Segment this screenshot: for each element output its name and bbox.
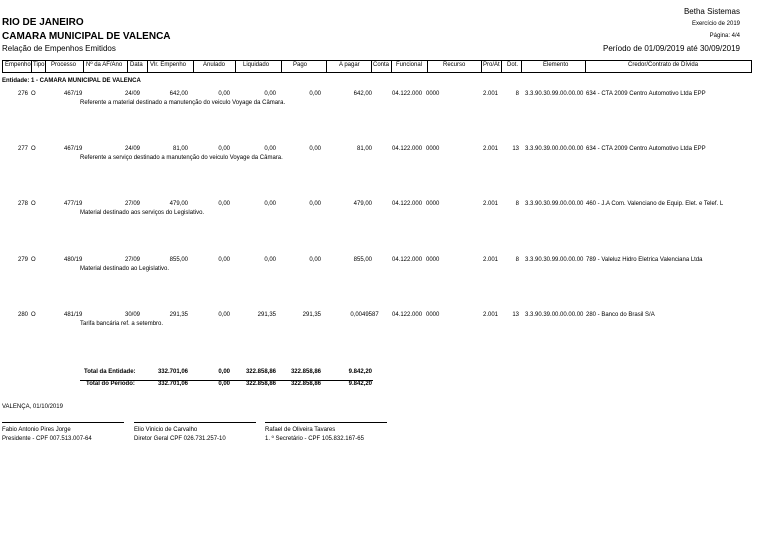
table-row: [0, 312, 768, 332]
cell-tipo: O: [31, 201, 36, 207]
cell-anulado: 0,00: [218, 201, 230, 207]
table-row: [0, 146, 768, 166]
total-entidade-liquidado: 322.858,86: [245, 369, 276, 375]
signature-name: Rafael de Oliveira Tavares: [265, 427, 336, 433]
cell-empenho: 276: [18, 91, 29, 97]
table-row: [0, 257, 768, 277]
entity-label: Entidade: 1 - CAMARA MUNICIPAL DE VALENCA: [2, 78, 141, 84]
total-entidade-label: Total da Entidade:: [84, 369, 136, 375]
cell-credor: 460 - J.A Com. Valenciano de Equip. Elet. e Telef. L: [586, 201, 724, 207]
cell-funcional: 04.122.000: [392, 91, 423, 97]
cell-data: 27/09: [125, 257, 141, 263]
total-periodo-apagar: 9.842,20: [348, 381, 372, 387]
table-row: [0, 201, 768, 221]
cell-descricao: Tarifa bancária ref. a setembro.: [80, 321, 164, 327]
cell-anulado: 0,00: [218, 91, 230, 97]
table-header: [2, 60, 752, 73]
cell-data: 27/09: [125, 201, 141, 207]
state-title: RIO DE JANEIRO: [2, 17, 84, 28]
cell-elemento: 3.3.90.30.99.00.00.00: [525, 91, 584, 97]
col-processo: Processo: [51, 62, 77, 68]
cell-dot: 8: [515, 201, 519, 207]
col-tipo: Tipo: [33, 62, 45, 68]
cell-data: 24/09: [125, 146, 141, 152]
cell-anulado: 0,00: [218, 146, 230, 152]
total-entidade-vlr: 332.701,06: [157, 369, 188, 375]
cell-credor: 280 - Banco do Brasil S/A: [586, 312, 655, 318]
cell-liquidado: 0,00: [264, 146, 276, 152]
page-number: Página: 4/4: [709, 33, 740, 39]
company-name: Betha Sistemas: [683, 7, 740, 16]
cell-empenho: 278: [18, 201, 29, 207]
cell-elemento: 3.3.90.39.00.00.00.00: [525, 312, 584, 318]
cell-liquidado: 0,00: [264, 201, 276, 207]
cell-processo: 480/19: [64, 257, 83, 263]
cell-data: 30/09: [125, 312, 141, 318]
period-label: Período de 01/09/2019 até 30/09/2019: [602, 44, 740, 53]
cell-data: 24/09: [125, 91, 141, 97]
total-periodo-label: Total do Período:: [86, 381, 135, 387]
signature-role: Presidente - CPF 007.513.007-64: [2, 436, 92, 442]
cell-credor: 634 - CTA 2009 Centro Automotivo Ltda EPP: [586, 146, 706, 152]
cell-recurso: 0000: [426, 91, 440, 97]
cell-funcional: 04.122.000: [392, 312, 423, 318]
cell-proat: 2.001: [483, 146, 499, 152]
cell-elemento: 3.3.90.30.99.00.00.00: [525, 201, 584, 207]
cell-funcional: 04.122.000: [392, 146, 423, 152]
cell-elemento: 3.3.90.30.99.00.00.00: [525, 257, 584, 263]
col-empenho: Empenho: [5, 62, 31, 68]
col-data: Data: [130, 62, 143, 68]
cell-vlr: 642,00: [169, 91, 188, 97]
cell-pago: 0,00: [309, 146, 321, 152]
cell-pago: 0,00: [309, 91, 321, 97]
total-entidade-pago: 322.858,86: [290, 369, 321, 375]
total-periodo-anulado: 0,00: [218, 381, 230, 387]
cell-apagar: 642,00: [353, 91, 372, 97]
table-row: [0, 91, 768, 111]
signature-block: [2, 422, 124, 442]
cell-tipo: O: [31, 146, 36, 152]
cell-recurso: 0000: [426, 201, 440, 207]
total-periodo-vlr: 332.701,06: [157, 381, 188, 387]
cell-tipo: O: [31, 312, 36, 318]
cell-elemento: 3.3.90.39.00.00.00.00: [525, 146, 584, 152]
city-date: VALENÇA, 01/10/2019: [2, 404, 63, 410]
cell-anulado: 0,00: [218, 257, 230, 263]
signature-block: [134, 422, 256, 442]
cell-credor: 789 - Valeluz Hidro Eletrica Valenciana Ltda: [586, 257, 703, 263]
cell-processo: 467/19: [64, 146, 83, 152]
cell-apagar: 81,00: [356, 146, 372, 152]
signature-block: [265, 422, 387, 442]
cell-descricao: Referente a material destinado a manutenção do veiculo Voyage da Câmara.: [80, 100, 286, 106]
cell-recurso: 0000: [426, 146, 440, 152]
col-credor: Credor/Contrato de Dívida: [628, 62, 699, 68]
cell-dot: 8: [515, 257, 519, 263]
signature-name: Elio Vinicio de Carvalho: [134, 427, 198, 433]
cell-apagar: 855,00: [353, 257, 372, 263]
col-a-pagar: A pagar: [339, 62, 360, 68]
total-entidade-apagar: 9.842,20: [348, 369, 372, 375]
cell-liquidado: 0,00: [264, 257, 276, 263]
cell-pago: 291,35: [302, 312, 321, 318]
signature-role: 1. º Secretário - CPF 105.832.167-65: [265, 436, 364, 442]
total-entidade-anulado: 0,00: [218, 369, 230, 375]
cell-credor: 634 - CTA 2009 Centro Automotivo Ltda EPP: [586, 91, 706, 97]
col-af-ano: Nº da AF/Ano: [86, 62, 123, 68]
signature-role: Diretor Geral CPF 026.731.257-10: [134, 436, 226, 442]
col-dot: Dot.: [507, 62, 519, 68]
cell-vlr: 855,00: [169, 257, 188, 263]
cell-funcional: 04.122.000: [392, 257, 423, 263]
organization-title: CAMARA MUNICIPAL DE VALENCA: [2, 31, 171, 42]
cell-descricao: Material destinado aos serviços do Legislativo.: [80, 210, 205, 216]
cell-dot: 13: [512, 312, 519, 318]
cell-pago: 0,00: [309, 257, 321, 263]
cell-liquidado: 0,00: [264, 91, 276, 97]
cell-funcional: 04.122.000: [392, 201, 423, 207]
cell-apagar: 479,00: [353, 201, 372, 207]
cell-recurso: 0000: [426, 312, 440, 318]
cell-vlr: 479,00: [169, 201, 188, 207]
total-periodo-liquidado: 322.858,86: [245, 381, 276, 387]
col-funcional: Funcional: [396, 62, 423, 68]
cell-vlr: 81,00: [172, 146, 188, 152]
col-elemento: Elemento: [543, 62, 569, 68]
cell-proat: 2.001: [483, 201, 499, 207]
cell-empenho: 280: [18, 312, 29, 318]
totals-divider: [80, 380, 373, 381]
cell-empenho: 277: [18, 146, 29, 152]
col-conta: Conta: [373, 62, 390, 68]
col-anulado: Anulado: [203, 62, 226, 68]
col-pro-at: Pro/At: [483, 62, 500, 68]
cell-descricao: Material destinado ao Legislativo.: [80, 266, 170, 272]
cell-anulado: 0,00: [218, 312, 230, 318]
cell-descricao: Referente a serviço destinado a manutenção do veiculo Voyage da Câmara.: [80, 155, 283, 161]
col-pago: Pago: [293, 62, 308, 68]
cell-conta: 49587: [362, 312, 379, 318]
col-vlr-empenho: Vlr. Empenho: [150, 62, 187, 68]
cell-pago: 0,00: [309, 201, 321, 207]
col-liquidado: Liquidado: [243, 62, 270, 68]
report-title: Relação de Empenhos Emitidos: [2, 44, 116, 53]
cell-apagar: 0,00: [350, 312, 362, 318]
exercise-label: Exercício de 2019: [691, 21, 740, 27]
cell-tipo: O: [31, 91, 36, 97]
cell-proat: 2.001: [483, 312, 499, 318]
total-periodo-pago: 322.858,86: [290, 381, 321, 387]
signature-name: Fabio Antonio Pires Jorge: [2, 427, 71, 433]
col-recurso: Recurso: [443, 62, 466, 68]
cell-proat: 2.001: [483, 91, 499, 97]
cell-processo: 477/19: [64, 201, 83, 207]
cell-recurso: 0000: [426, 257, 440, 263]
cell-tipo: O: [31, 257, 36, 263]
cell-proat: 2.001: [483, 257, 499, 263]
cell-dot: 13: [512, 146, 519, 152]
cell-processo: 467/19: [64, 91, 83, 97]
cell-dot: 8: [515, 91, 519, 97]
cell-vlr: 291,35: [169, 312, 188, 318]
cell-empenho: 279: [18, 257, 29, 263]
cell-processo: 481/19: [64, 312, 83, 318]
cell-liquidado: 291,35: [257, 312, 276, 318]
